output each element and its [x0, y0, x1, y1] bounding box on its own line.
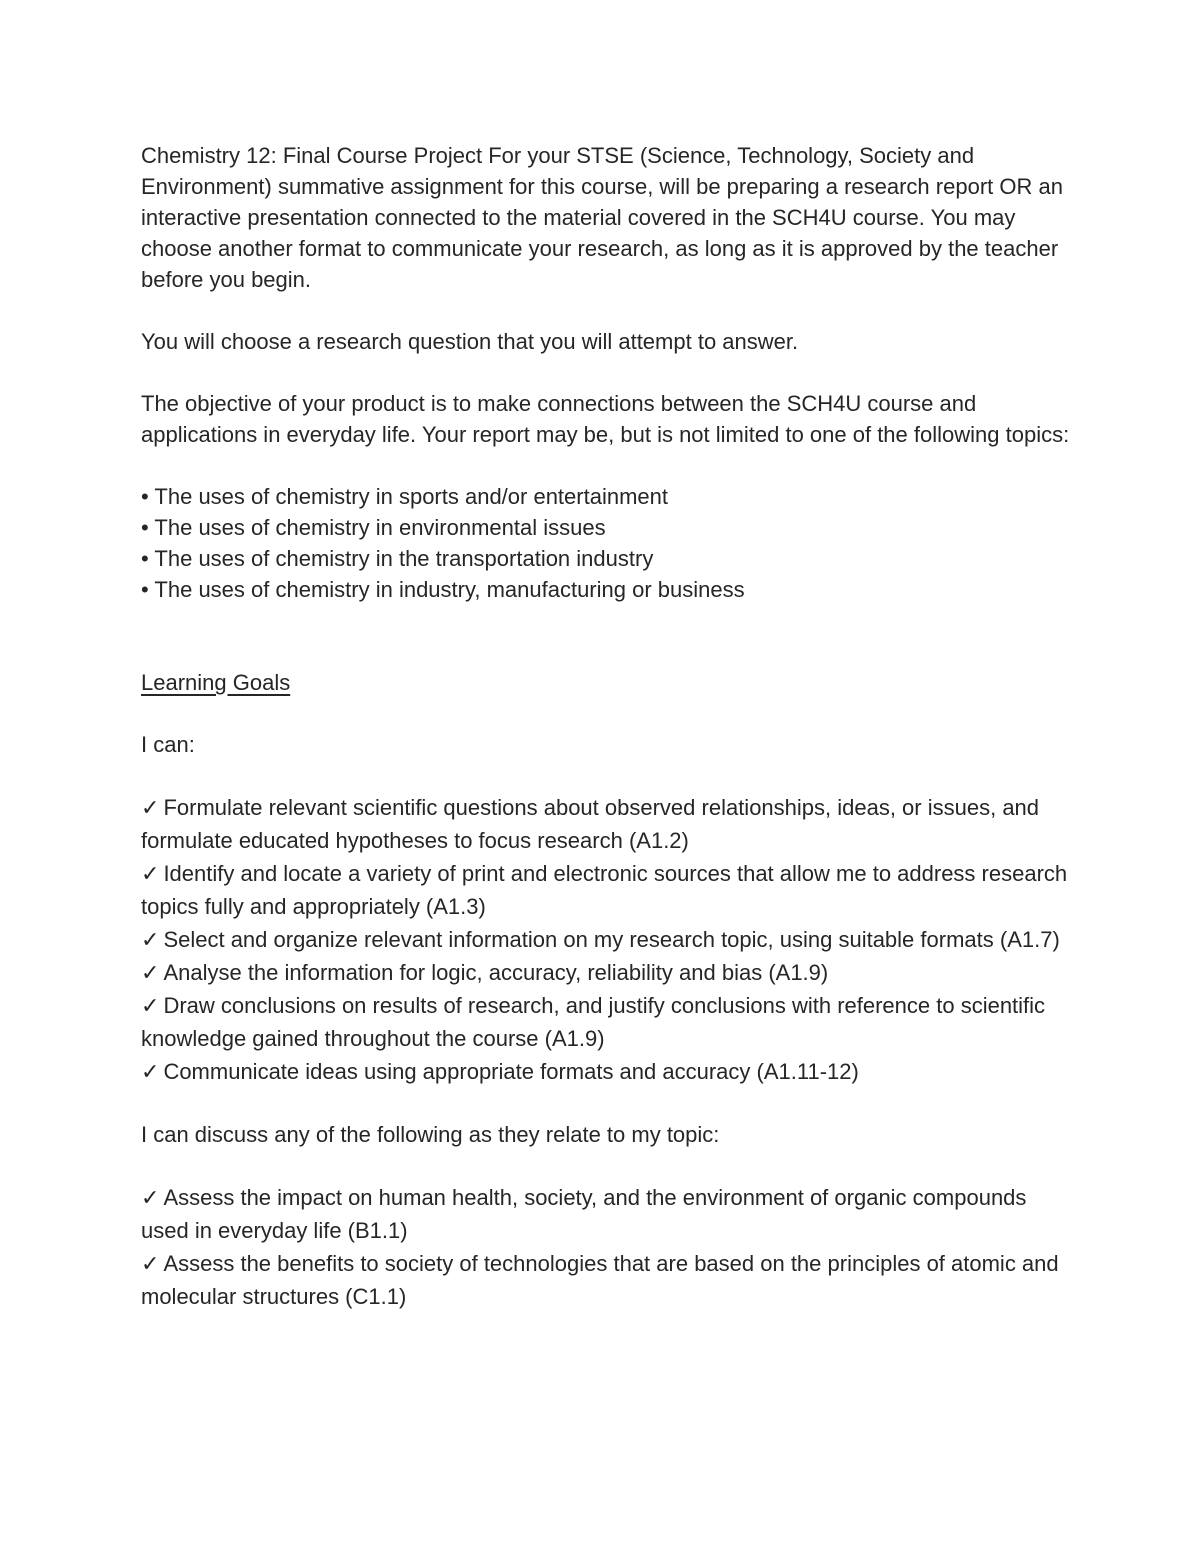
document-page	[141, 140, 1071, 1313]
discuss-lead: I can discuss any of the following as they relate to my topic:	[141, 1122, 720, 1147]
i-can-lead: I can:	[141, 732, 195, 757]
goal-item	[141, 1055, 1071, 1088]
goal-text: Assess the benefits to society of technologies that are based on the principles of atomic and molecular structures (C1.1)	[141, 1251, 1059, 1309]
spacer	[141, 605, 1071, 667]
learning-goals-heading: Learning Goals	[141, 670, 291, 695]
topic-list	[141, 481, 1071, 605]
goal-text: Assess the impact on human health, society, and the environment of organic compounds used in everyday life (B1.1)	[141, 1185, 1027, 1243]
discuss-goals-list	[141, 1181, 1071, 1313]
goal-text: Draw conclusions on results of research, and justify conclusions with reference to scientific knowledge gained throughout the course (A1.9)	[141, 993, 1046, 1051]
goal-text: Formulate relevant scientific questions about observed relationships, ideas, or issues, and formulate educated hypotheses to focus research (A1.2)	[141, 795, 1040, 853]
learning-goals-list	[141, 791, 1071, 1088]
checkmark-icon: ✓	[141, 993, 160, 1018]
goal-item	[141, 1181, 1071, 1247]
spacer	[141, 357, 1071, 388]
goal-item	[141, 1247, 1071, 1313]
research-question-paragraph: You will choose a research question that you will attempt to answer.	[141, 329, 799, 354]
goal-item	[141, 857, 1071, 923]
goal-item	[141, 956, 1071, 989]
checkmark-icon: ✓	[141, 861, 160, 886]
goal-item	[141, 923, 1071, 956]
goal-text: Identify and locate a variety of print and electronic sources that allow me to address research topics fully and appropriately (A1.3)	[141, 861, 1068, 919]
spacer	[141, 1150, 1071, 1181]
topic-item: • The uses of chemistry in industry, manufacturing or business	[141, 577, 745, 602]
checkmark-icon: ✓	[141, 1251, 160, 1276]
goal-text: Analyse the information for logic, accuracy, reliability and bias (A1.9)	[163, 960, 829, 985]
topic-item: • The uses of chemistry in the transportation industry	[141, 546, 654, 571]
spacer	[141, 1088, 1071, 1119]
spacer	[141, 698, 1071, 729]
goal-text: Communicate ideas using appropriate formats and accuracy (A1.11-12)	[163, 1059, 859, 1084]
goal-text: Select and organize relevant information on my research topic, using suitable formats (A1.7)	[163, 927, 1060, 952]
objective-paragraph: The objective of your product is to make connections between the SCH4U course and applications in everyday life. Your report may be, but is not limited to one of the following topics:	[141, 391, 1070, 447]
checkmark-icon: ✓	[141, 960, 160, 985]
checkmark-icon: ✓	[141, 927, 160, 952]
spacer	[141, 760, 1071, 791]
spacer	[141, 450, 1071, 481]
topic-item: • The uses of chemistry in sports and/or entertainment	[141, 484, 668, 509]
topic-item: • The uses of chemistry in environmental issues	[141, 515, 606, 540]
intro-paragraph: Chemistry 12: Final Course Project For your STSE (Science, Technology, Society and Environment) summative assignment for this course, will be preparing a research report OR an interactive presentation connected to the material covered in the SCH4U course. You may choose another format to communicate your research, as long as it is approved by the teacher before you begin.	[141, 143, 1063, 292]
goal-item	[141, 989, 1071, 1055]
checkmark-icon: ✓	[141, 795, 160, 820]
spacer	[141, 295, 1071, 326]
checkmark-icon: ✓	[141, 1059, 160, 1084]
checkmark-icon: ✓	[141, 1185, 160, 1210]
goal-item	[141, 791, 1071, 857]
